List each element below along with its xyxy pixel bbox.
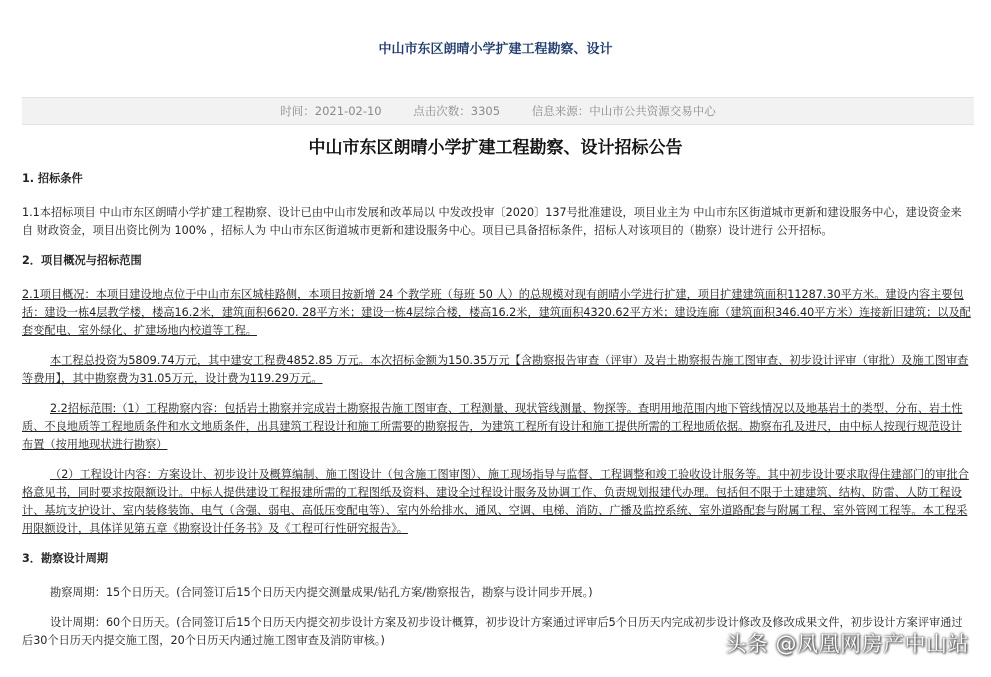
article-body [22, 170, 972, 662]
section-heading-2: 2．项目概况与招标范围 [22, 254, 142, 267]
paragraph-2-2-survey-scope: 2.2招标范围:（1）工程勘察内容：包括岩土勘察并完成岩土勘察报告施工图审查、工程测量、现状管线测量、物探等。查明用地范围内地下管线情况以及地基岩土的类型、分布、岩土性质、不良地质等工程地质条件和水文地质条件，出具建筑工程设计和施工所需要的勘察报告，为建筑工程所有设计和施工提供所需的工程地质依据。勘察布孔及进尺，由中标人按现行规范设计布置（按用地现状进行勘察） [22, 402, 963, 451]
paragraph-2-2-design-scope: （2）工程设计内容：方案设计、初步设计及概算编制、施工图设计（包含施工图审图）、施工现场指导与监督、工程调整和竣工验收设计服务等。其中初步设计要求取得住建部门的审批合格意见书，同时要求按限额设计。中标人提供建设工程报建所需的工程图纸及资料、建设全过程设计服务及协调工作、负责规划报建代办理。包括但不限于土建建筑、结构、防雷、人防工程设计、基坑支护设计、室内装修装饰、电气（含强、弱电、高低压变配电等）、室内外给排水、通风、空调、电梯、消防、广播及监控系统、室外道路配套与附属工程、室外管网工程等。本工程采用限额设计，具体详见第五章《勘察设计任务书》及《工程可行性研究报告》。 [22, 468, 969, 535]
document-title: 中山市东区朗晴小学扩建工程勘察、设计招标公告 [308, 138, 683, 158]
click-count: 点击次数：3305 [413, 104, 501, 118]
section-heading-3: 3．勘察设计周期 [22, 552, 109, 565]
article-meta-bar [22, 97, 974, 125]
paragraph-2-investment: 本工程总投资为5809.74万元，其中建安工程费4852.85 万元。本次招标金额为150.35万元【含勘察报告审查（评审）及岩土勘察报告施工图审查、初步设计评审（审批）及施工图审查等费用】，其中勘察费为31.05万元，设计费为119.29万元。 [22, 354, 969, 385]
paragraph-2-1: 2.1项目概况：本项目建设地点位于中山市东区城桂路侧，本项目按新增 24 个教学班（每班 50 人）的总规模对现有朗晴小学进行扩建，项目扩建建筑面积11287.30平方米。建设内容主要包括：建设一栋4层教学楼，楼高16.2米，建筑面积6620. 28平方米；建设一栋4层综合楼，楼高16.2米，建筑面积4320.62平方米；建设连廊（建筑面积346.40平方米）连接新旧建筑；以及配套变配电、室外绿化、扩建场地内校道等工程。 [22, 288, 971, 337]
paragraph-design-period: 设计周期：60个日历天。(合同签订后15个日历天内提交初步设计方案及初步设计概算，初步设计方案通过评审后5个日历天内完成初步设计修改及修改成果文件，初步设计方案评审通过后30个日历天内提交施工图，20个日历天内通过施工图审查及消防审核。) [22, 616, 963, 647]
paragraph-1-1: 1.1本招标项目 中山市东区朗晴小学扩建工程勘察、设计已由中山市发展和改革局以 中发改投审〔2020〕137号批准建设，项目业主为 中山市东区街道城市更新和建设服务中心，建设资金来自 财政资金，项目出资比例为 100% ，招标人为 中山市东区街道城市更新和建设服务中心。项目已具备招标条件，招标人对该项目的（勘察）设计进行 公开招标。 [22, 206, 962, 237]
section-heading-1: 1. 招标条件 [22, 172, 83, 185]
publish-time: 时间：2021-02-10 [280, 104, 382, 118]
watermark-text: 头条 @凤凰网房产中山站 [725, 632, 969, 656]
info-source: 信息来源：中山市公共资源交易中心 [531, 104, 716, 118]
paragraph-survey-period: 勘察周期：15个日历天。(合同签订后15个日历天内提交测量成果/钻孔方案/勘察报告，勘察与设计同步开展。) [50, 586, 593, 599]
site-title: 中山市东区朗晴小学扩建工程勘察、设计 [378, 42, 613, 57]
